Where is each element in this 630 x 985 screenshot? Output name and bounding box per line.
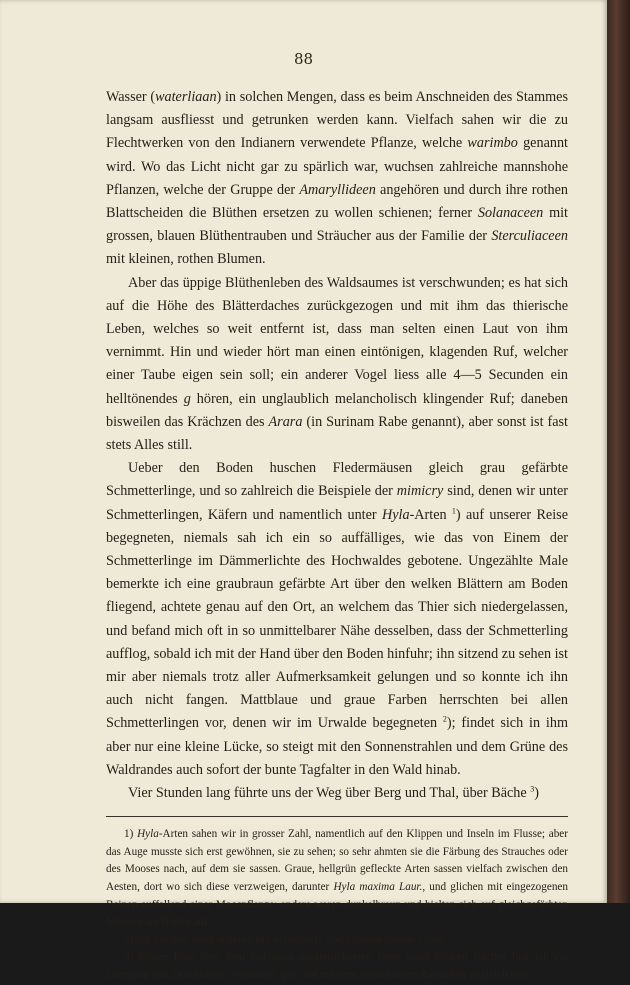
footnote-3: 3) Einige Fuss über dem fast ganz ausgetrockneten Bette eines kleinen Baches fing ich ein Exemplar von Dendrobates trivittatus Spix und mit dem erwachsenen Batrachier zugleich eine [106, 951, 568, 982]
footnote-1: 1) Hyla-Arten sahen wir in grosser Zahl, namentlich auf den Klippen und Inseln im Flusse; aber das Auge musste sich erst gewöhnen, sie zu sehen; so sehr ahmten sie die Färbung des Strauches oder des Mooses nach, auf dem sie sassen. Graue, hellgrün gefleckte Arten sassen vielfach zwischen den Aesten, dort wo sich diese verzweigen, darunter Hyla maxima Laur., und glichen mit eingezogenen Beinen auffallend einer Moospflanze; andere waren dunkelbraun und hielten sich auf gleichgefärbten Moosen am Boden auf. [106, 828, 569, 929]
page-number: 88 [293, 50, 314, 68]
text-block [106, 86, 568, 985]
paragraph-2: Aber das üppige Blüthenleben des Waldsaumes ist verschwunden; es hat sich auf die Höhe des Blätterdaches zurückgezogen und mit ihm das thierische Leben, welches so weit entfernt ist, dass man selten einen Laut von ihm vernimmt. Hin und wieder hört man einen eintönigen, klagenden Ruf, welcher einer Taube eigen sein soll; ein anderer Vogel liess alle 4—5 Secunden ein helltönendes g hören, ein unglaublich melancholisch klingender Ruf; daneben bisweilen das Krächzen des Arara (in Surinam Rabe genannt), aber sonst ist fast stets Alles still. [106, 274, 568, 454]
paragraph-1: Wasser (waterliaan) in solchen Mengen, dass es beim Anschneiden des Stammes langsam ausfliesst und getrunken werden kann. Vielfach sahen wir die zu Flechtwerken von den Indianern verwendete Pflanze, welche warimbo genannt wird. Wo das Licht nicht gar zu spärlich war, wuchsen zahlreiche mannshohe Pflanzen, welche der Gruppe der Amaryllideen angehören und durch ihre rothen Blattscheiden die Blüthen ersetzen zu wollen schienen; ferner Solanaceen mit grossen, blauen Blüthentrauben und Sträucher aus der Familie der Sterculiaceen mit kleinen, rothen Blumen. [106, 89, 568, 268]
footnote-ref-1: 1 [451, 505, 456, 515]
book-edge [607, 0, 630, 903]
paragraph-4: Vier Stunden lang führte uns der Weg über Berg und Thal, über Bäche $^3$) [128, 784, 539, 802]
footnote-ref-3: 3 [530, 784, 535, 794]
footnote-2: 2) Ich sah hier unter anderen Bia actorion L. und Cremna ceneus Cram. [124, 933, 447, 946]
footnote-ref-2: 2 [442, 714, 447, 724]
footnote-divider [106, 816, 568, 817]
footnotes [106, 826, 568, 984]
paragraph-3: Ueber den Boden huschen Fledermäusen gleich grau gefärbte Schmetterlinge, und so zahlreich die Beispiele der mimicry sind, denen wir unter Schmetterlingen, Käfern und namentlich unter Hyla-Arten $^1$) auf unserer Reise begegneten, niemals sah ich ein so auffälliges, wie das von Einem der Schmetterlinge im Dämmerlichte des Hochwaldes gebotene. Ungezählte Male bemerkte ich eine graubraun gefärbte Art über den welken Blättern am Boden fliegend, achtete genau auf den Ort, an welchem das Thier sich niedergelassen, und befand mich oft in so unmittelbarer Nähe desselben, dass der Schmetterling aufflog, sobald ich mit der Hand über den Boden hinfuhr; ihn sitzend zu sehen ist mir aber niemals trotz aller Aufmerksamkeit gelungen und so konnte ich ihn auch nicht fangen. Mattblaue und graue Farben herrschten bei allen Schmetterlingen vor, denen wir im Urwalde begegneten $^2$); findet sich in ihm aber nur eine kleine Lücke, so steigt mit den Sonnenstrahlen und dem Grüne des Waldrandes auch sofort der bunte Tagfalter in den Wald hinab. [106, 460, 568, 778]
main-text [106, 86, 568, 805]
